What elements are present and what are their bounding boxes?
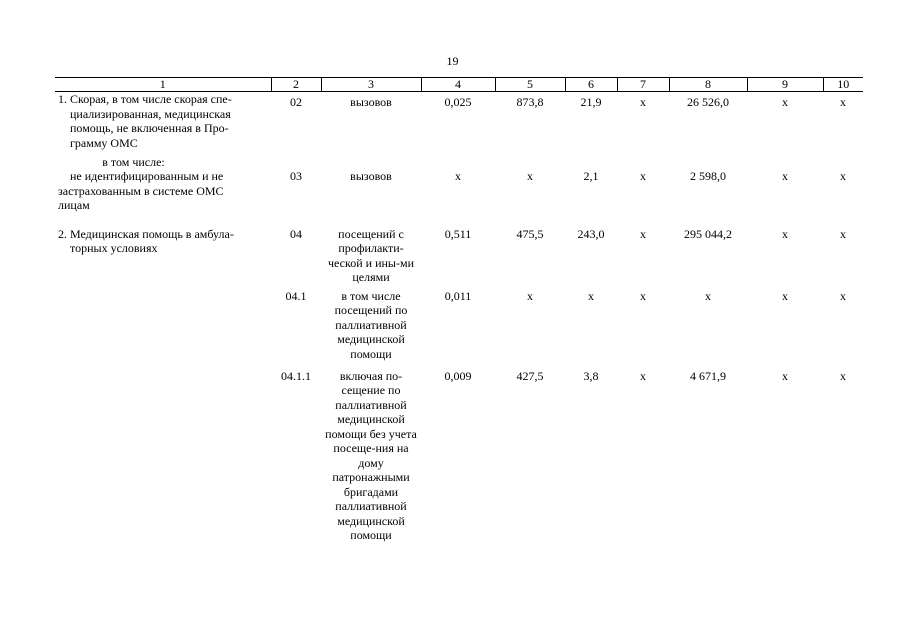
row-value: х — [840, 95, 846, 109]
data-table — [55, 77, 863, 543]
row-value: х — [640, 368, 646, 383]
row-value: 3,8 — [583, 368, 599, 383]
header-cell: 4 — [421, 78, 495, 92]
row-value: 295 044,2 — [684, 226, 732, 241]
row-value: 2 598,0 — [690, 168, 726, 183]
row-value: х — [840, 288, 846, 303]
row-value: 0,009 — [444, 368, 472, 383]
row-code: 04.1 — [285, 288, 307, 303]
row-name-line: не идентифицированным и не — [70, 169, 224, 183]
header-cell: 5 — [495, 78, 565, 92]
row-name-line: циализированная, медицинская — [70, 106, 231, 121]
row-value: х — [705, 288, 711, 303]
row-value: 26 526,0 — [687, 95, 729, 109]
header-cell: 1 — [55, 78, 271, 92]
row-value: 21,9 — [580, 95, 602, 109]
row-name-cell — [55, 289, 271, 369]
table-row — [55, 369, 863, 543]
header-row — [55, 78, 863, 92]
row-value: 4 671,9 — [690, 368, 726, 383]
table-row — [55, 289, 863, 369]
row-name-cell — [55, 154, 271, 227]
table-row — [55, 169, 863, 227]
header-cell: 3 — [321, 78, 421, 92]
row-value: х — [782, 168, 788, 183]
row-code: 02 — [290, 95, 302, 109]
header-cell: 6 — [565, 78, 617, 92]
table-row — [55, 227, 863, 289]
row-value: х — [455, 168, 461, 183]
row-value: х — [527, 168, 533, 183]
row-name-line: помощь, не включенная в Про- — [70, 121, 229, 135]
row-unit: включая по-сещение по паллиативной медицинской помощи без учета посеще-ния на дому патронажными бригадами паллиативной медицинской помощи — [325, 368, 417, 542]
header-cell: 9 — [747, 78, 823, 92]
row-name-line: лицам — [58, 198, 90, 212]
row-code: 03 — [290, 168, 302, 183]
row-value: 243,0 — [577, 226, 605, 241]
row-value: х — [640, 226, 646, 241]
row-value: 0,511 — [444, 226, 472, 241]
row-value: х — [840, 368, 846, 383]
row-name-cell — [55, 227, 271, 289]
row-unit: посещений с профилакти-ческой и ины-ми целями — [328, 226, 414, 284]
row-value: х — [782, 288, 788, 303]
row-code: 04 — [290, 226, 302, 241]
row-value: х — [640, 288, 646, 303]
row-value: х — [782, 226, 788, 241]
row-code: 04.1.1 — [281, 368, 311, 383]
row-name-line: торных условиях — [70, 241, 158, 255]
row-unit: вызовов — [350, 168, 392, 183]
row-name-line: застрахованным в системе ОМС — [58, 183, 224, 198]
row-name-line: грамму ОМС — [70, 135, 138, 150]
row-value: 873,8 — [516, 95, 544, 109]
row-unit: в том числе посещений по паллиативной медицинской помощи — [334, 288, 408, 361]
header-cell: 2 — [271, 78, 321, 92]
row-value: х — [640, 168, 646, 183]
header-cell: 8 — [669, 78, 747, 92]
row-value: х — [640, 95, 646, 109]
header-cell: 10 — [823, 78, 863, 92]
row-value: 0,025 — [444, 95, 472, 109]
row-value: х — [840, 168, 846, 183]
row-value: 0,011 — [444, 288, 472, 303]
row-value: х — [782, 95, 788, 109]
row-name-line: 1. Скорая, в том числе скорая спе- — [58, 92, 232, 106]
header-cell: 7 — [617, 78, 669, 92]
row-name-cell — [55, 369, 271, 543]
row-value: 2,1 — [583, 168, 599, 183]
row-value: х — [588, 288, 594, 303]
row-unit: вызовов — [350, 95, 392, 109]
row-value: х — [782, 368, 788, 383]
page-number: 19 — [446, 54, 459, 68]
row-value: 427,5 — [516, 368, 544, 383]
row-value: х — [840, 226, 846, 241]
row-value: 475,5 — [516, 226, 544, 241]
row-name-line: 2. Медицинская помощь в амбула- — [58, 226, 234, 241]
row-value: х — [527, 288, 533, 303]
row-subheading: в том числе: — [102, 154, 165, 169]
